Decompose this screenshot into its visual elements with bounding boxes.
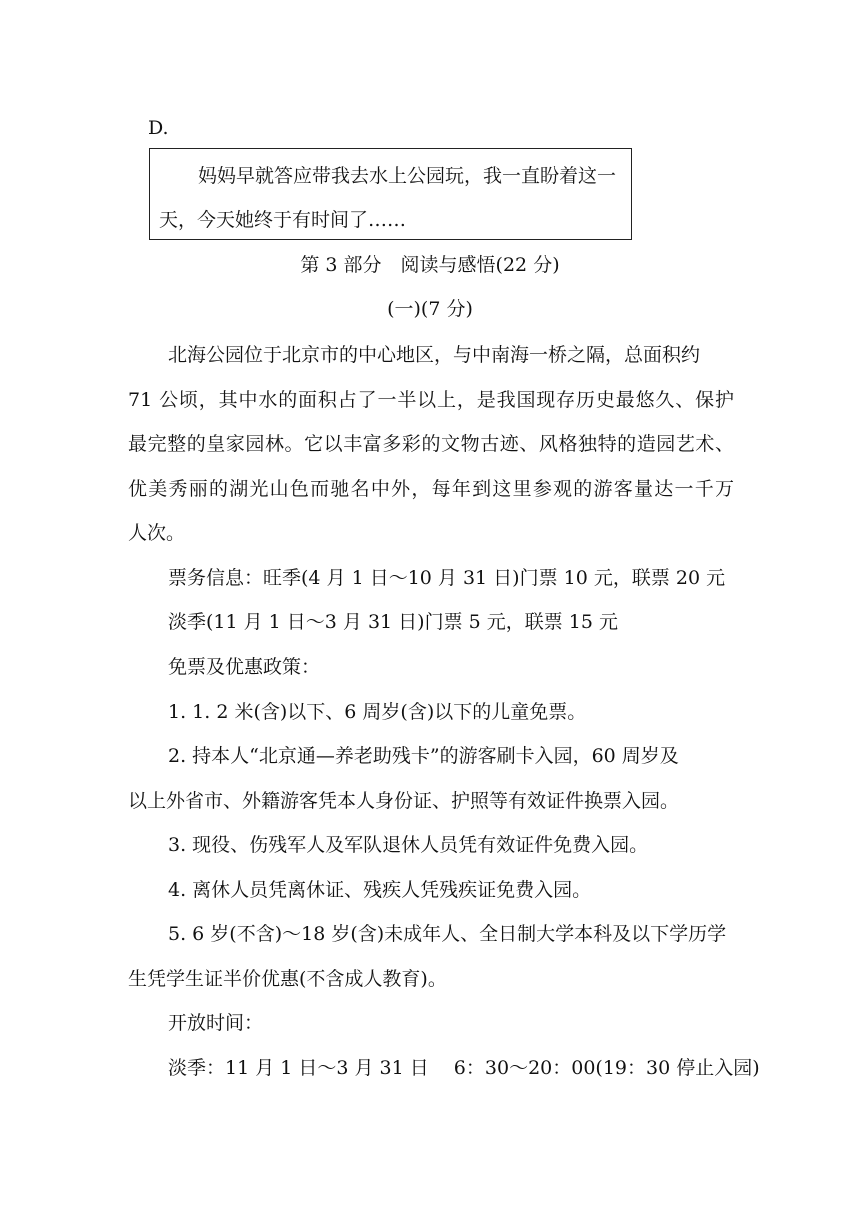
box-text-line-2: 天，今天她终于有时间了…… xyxy=(159,209,407,231)
policy-title: 免票及优惠政策： xyxy=(168,656,321,678)
policy-item-5a: 5. 6 岁(不含)～18 岁(含)未成年人、全日制大学本科及以下学历学 xyxy=(168,923,727,945)
passage-line-2: 71 公顷，其中水的面积占了一半以上，是我国现存历史最悠久、保护 xyxy=(128,389,734,411)
ticket-peak: 票务信息：旺季(4 月 1 日～10 月 31 日)门票 10 元，联票 20 元 xyxy=(168,567,726,589)
sub-title: (一)(7 分) xyxy=(387,298,473,320)
option-label: D. xyxy=(148,117,169,139)
hours-off-season: 淡季：11 月 1 日～3 月 31 日 6：30～20：00(19：30 停止入园) xyxy=(168,1057,760,1079)
policy-item-1: 1. 1. 2 米(含)以下、6 周岁(含)以下的儿童免票。 xyxy=(168,701,587,723)
option-d-box xyxy=(149,148,632,240)
passage-line-5: 人次。 xyxy=(128,522,186,544)
section-title: 第 3 部分 阅读与感悟(22 分) xyxy=(300,254,560,276)
passage-line-1: 北海公园位于北京市的中心地区，与中南海一桥之隔，总面积约 xyxy=(168,344,701,366)
passage-line-4: 优美秀丽的湖光山色而驰名中外，每年到这里参观的游客量达一千万 xyxy=(128,478,734,500)
policy-item-2a: 2. 持本人“北京通—养老助残卡”的游客刷卡入园，60 周岁及 xyxy=(168,745,679,767)
policy-item-5b: 生凭学生证半价优惠(不含成人教育)。 xyxy=(128,968,447,990)
policy-item-3: 3. 现役、伤残军人及军队退休人员凭有效证件免费入园。 xyxy=(168,834,649,856)
hours-title: 开放时间： xyxy=(168,1012,264,1034)
policy-item-2b: 以上外省市、外籍游客凭本人身份证、护照等有效证件换票入园。 xyxy=(128,790,680,812)
ticket-off: 淡季(11 月 1 日～3 月 31 日)门票 5 元，联票 15 元 xyxy=(168,611,619,633)
policy-item-4: 4. 离休人员凭离休证、残疾人凭残疾证免费入园。 xyxy=(168,879,592,901)
passage-line-3: 最完整的皇家园林。它以丰富多彩的文物古迹、风格独特的造园艺术、 xyxy=(128,433,734,455)
box-text-line-1: 妈妈早就答应带我去水上公园玩，我一直盼着这一 xyxy=(198,165,617,187)
